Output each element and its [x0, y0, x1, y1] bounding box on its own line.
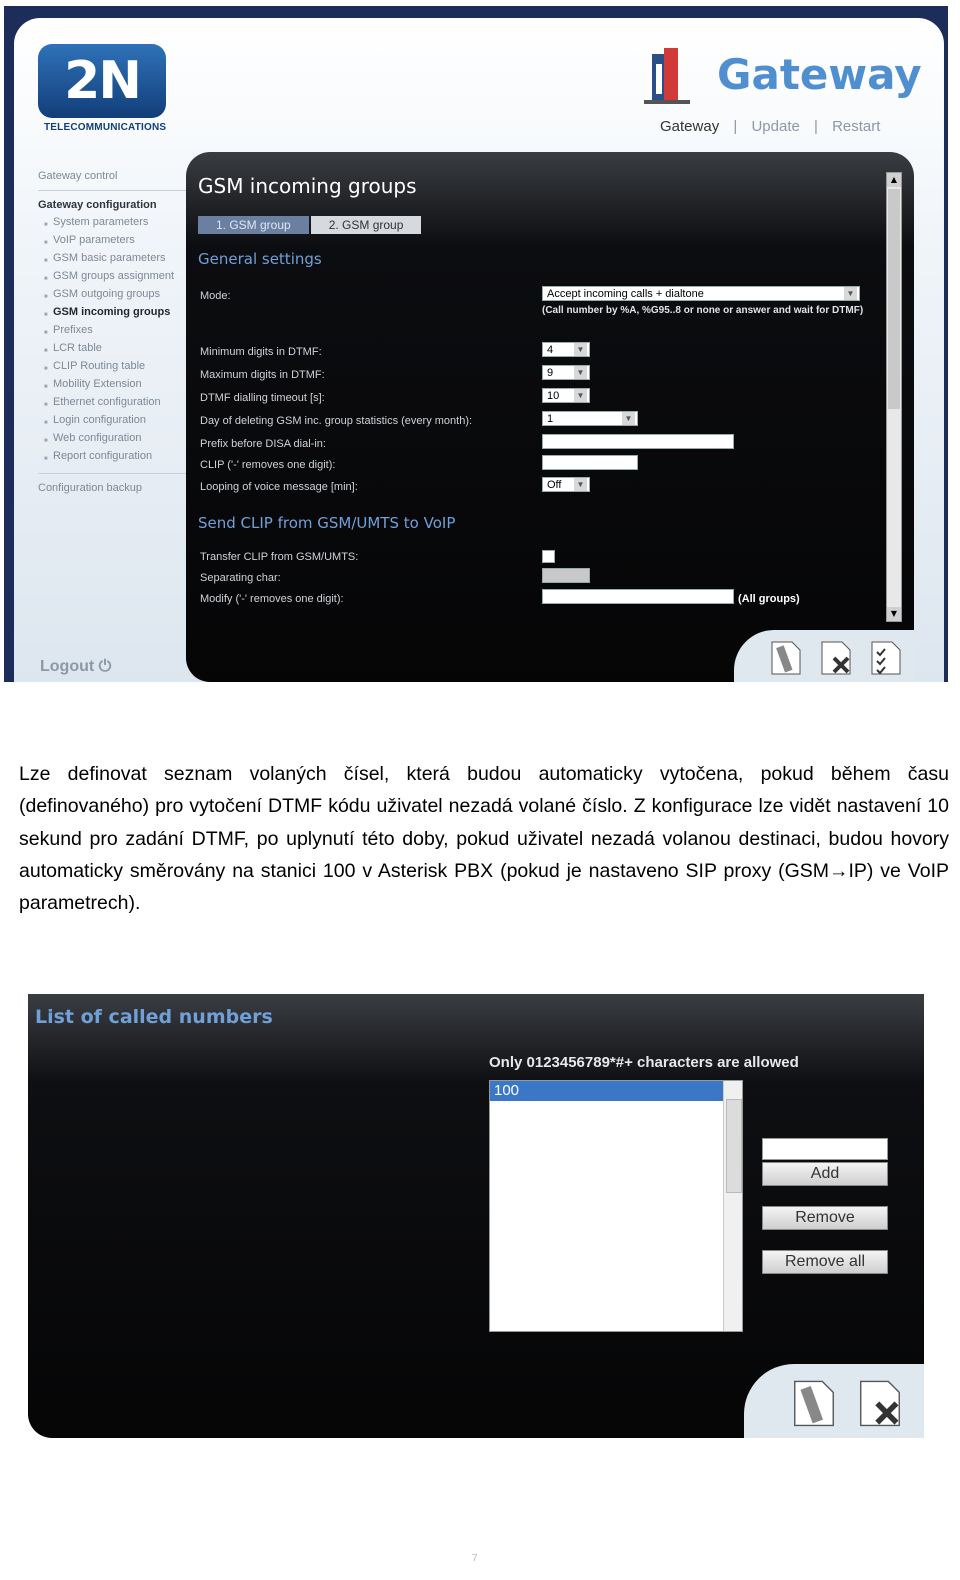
loop-select[interactable]: Off ▼ — [542, 477, 590, 492]
sidebar-gateway-control[interactable]: Gateway control — [38, 170, 118, 182]
list-item[interactable]: 100 — [490, 1081, 742, 1101]
max-digits-label: Maximum digits in DTMF: — [200, 369, 325, 381]
nav-separator: | — [814, 118, 818, 135]
clip-label: CLIP ('-' removes one digit): — [200, 459, 336, 471]
list-scroll-thumb[interactable] — [726, 1099, 742, 1193]
tab-gsm-group-1[interactable]: 1. GSM group — [198, 216, 309, 234]
stat-day-select[interactable]: 1 ▼ — [542, 411, 638, 426]
max-digits-select[interactable]: 9 ▼ — [542, 365, 590, 380]
separating-char-label: Separating char: — [200, 572, 281, 584]
power-icon: ⏻ — [98, 658, 112, 675]
sidebar-configuration-backup[interactable]: Configuration backup — [38, 482, 142, 494]
min-digits-select[interactable]: 4 ▼ — [542, 342, 590, 357]
nav-restart[interactable]: Restart — [832, 118, 881, 135]
save-icon[interactable] — [792, 1374, 836, 1430]
clip-input[interactable] — [542, 455, 638, 470]
all-groups-note: (All groups) — [738, 593, 800, 605]
nav-separator: | — [733, 118, 738, 135]
loop-label: Looping of voice message [min]: — [200, 481, 358, 493]
logout-label: Logout — [40, 658, 95, 675]
panel-scrollbar[interactable] — [886, 172, 902, 622]
sidebar-item-report-configuration[interactable]: ■ Report configuration — [38, 447, 188, 465]
mode-select[interactable]: Accept incoming calls + dialtone ▼ — [542, 286, 860, 301]
brand-logo-subtitle: TELECOMMUNICATIONS — [44, 122, 167, 133]
prefix-disa-input[interactable] — [542, 434, 734, 449]
scroll-thumb[interactable] — [888, 189, 900, 409]
dtmf-timeout-select[interactable]: 10 ▼ — [542, 388, 590, 403]
list-scrollbar[interactable] — [723, 1081, 742, 1331]
logout-button[interactable] — [40, 658, 111, 676]
stat-day-label: Day of deleting GSM inc. group statistics (every month): — [200, 415, 473, 427]
sidebar — [38, 164, 188, 496]
gateway-screenshot — [4, 6, 948, 682]
group-tabs — [198, 214, 423, 234]
sidebar-divider — [38, 190, 188, 191]
toolbar-area — [734, 630, 914, 682]
page-title: GSM incoming groups — [198, 174, 417, 198]
nav-gateway[interactable]: Gateway — [660, 118, 720, 135]
sidebar-gateway-configuration[interactable]: Gateway configuration — [38, 199, 157, 211]
modify-input[interactable] — [542, 589, 734, 604]
dtmf-timeout-label: DTMF dialling timeout [s]: — [200, 392, 325, 404]
sidebar-item-gsm-incoming-groups[interactable]: ■ GSM incoming groups — [38, 303, 188, 321]
called-numbers-list[interactable] — [489, 1080, 743, 1332]
mode-note: (Call number by %A, %G95..8 or none or answer and wait for DTMF) — [542, 305, 864, 316]
scroll-down-icon[interactable]: ▼ — [887, 607, 901, 621]
sidebar-item-login-configuration[interactable]: ■ Login configuration — [38, 411, 188, 429]
gateway-app-window — [14, 18, 944, 682]
sidebar-item-ethernet-configuration[interactable]: ■ Ethernet configuration — [38, 393, 188, 411]
gateway-building-icon — [644, 44, 690, 106]
new-number-input[interactable] — [762, 1138, 888, 1160]
add-button[interactable]: Add — [762, 1162, 888, 1186]
checklist-icon[interactable] — [870, 638, 902, 676]
mode-label: Mode: — [200, 290, 231, 302]
general-settings-heading: General settings — [198, 250, 322, 268]
min-digits-label: Minimum digits in DTMF: — [200, 346, 322, 358]
sidebar-item-gsm-groups-assignment[interactable]: ■ GSM groups assignment — [38, 267, 188, 285]
sidebar-item-lcr-table[interactable]: ■ LCR table — [38, 339, 188, 357]
scroll-up-icon[interactable]: ▲ — [887, 173, 901, 187]
transfer-clip-label: Transfer CLIP from GSM/UMTS: — [200, 551, 359, 563]
modify-label: Modify ('-' removes one digit): — [200, 593, 344, 605]
called-numbers-screenshot — [28, 994, 924, 1438]
transfer-clip-checkbox[interactable] — [542, 550, 555, 563]
sidebar-item-prefixes[interactable]: ■ Prefixes — [38, 321, 188, 339]
tab-gsm-group-2[interactable]: 2. GSM group — [311, 216, 422, 234]
sidebar-item-voip-parameters[interactable]: ■ VoIP parameters — [38, 231, 188, 249]
gsm-incoming-groups-panel — [186, 152, 914, 682]
sidebar-item-web-configuration[interactable]: ■ Web configuration — [38, 429, 188, 447]
page-number: 7 — [472, 1553, 478, 1564]
description-paragraph: Lze definovat seznam volaných čísel, která budou automaticky vytočena, pokud během času (definovaného) pro vytočení DTMF kódu uživatel nezadá volané číslo. Z konfigurace lze vidět nastavení 10 sekund pro zadání DTMF, po uplynutí této doby, pokud uživatel nezadá volanou destinaci, budou hovory automaticky směrovány na stanici 100 v Asterisk PBX (pokud je nastaveno SIP proxy (GSM→IP) ve VoIP parametrech). — [19, 763, 949, 915]
sidebar-item-system-parameters[interactable]: ■ System parameters — [38, 213, 188, 231]
top-navigation — [660, 118, 890, 135]
nav-update[interactable]: Update — [751, 118, 800, 135]
toolbar-area — [744, 1364, 924, 1438]
delete-icon[interactable] — [820, 638, 852, 676]
brand-logo: 2N — [38, 44, 166, 118]
called-numbers-title: List of called numbers — [35, 1006, 273, 1028]
prefix-disa-label: Prefix before DISA dial-in: — [200, 438, 326, 450]
sidebar-item-gsm-basic-parameters[interactable]: ■ GSM basic parameters — [38, 249, 188, 267]
remove-button[interactable]: Remove — [762, 1206, 888, 1230]
sidebar-divider — [38, 473, 188, 474]
send-clip-heading: Send CLIP from GSM/UMTS to VoIP — [198, 514, 456, 532]
save-icon[interactable] — [770, 638, 802, 676]
delete-icon[interactable] — [858, 1374, 902, 1430]
sidebar-item-mobility-extension[interactable]: ■ Mobility Extension — [38, 375, 188, 393]
separating-char-input[interactable] — [542, 568, 590, 583]
remove-all-button[interactable]: Remove all — [762, 1250, 888, 1274]
sidebar-item-gsm-outgoing-groups[interactable]: ■ GSM outgoing groups — [38, 285, 188, 303]
product-title: Gateway — [717, 50, 922, 99]
allowed-characters-note: Only 0123456789*#+ characters are allowed — [489, 1054, 799, 1071]
sidebar-item-clip-routing-table[interactable]: ■ CLIP Routing table — [38, 357, 188, 375]
